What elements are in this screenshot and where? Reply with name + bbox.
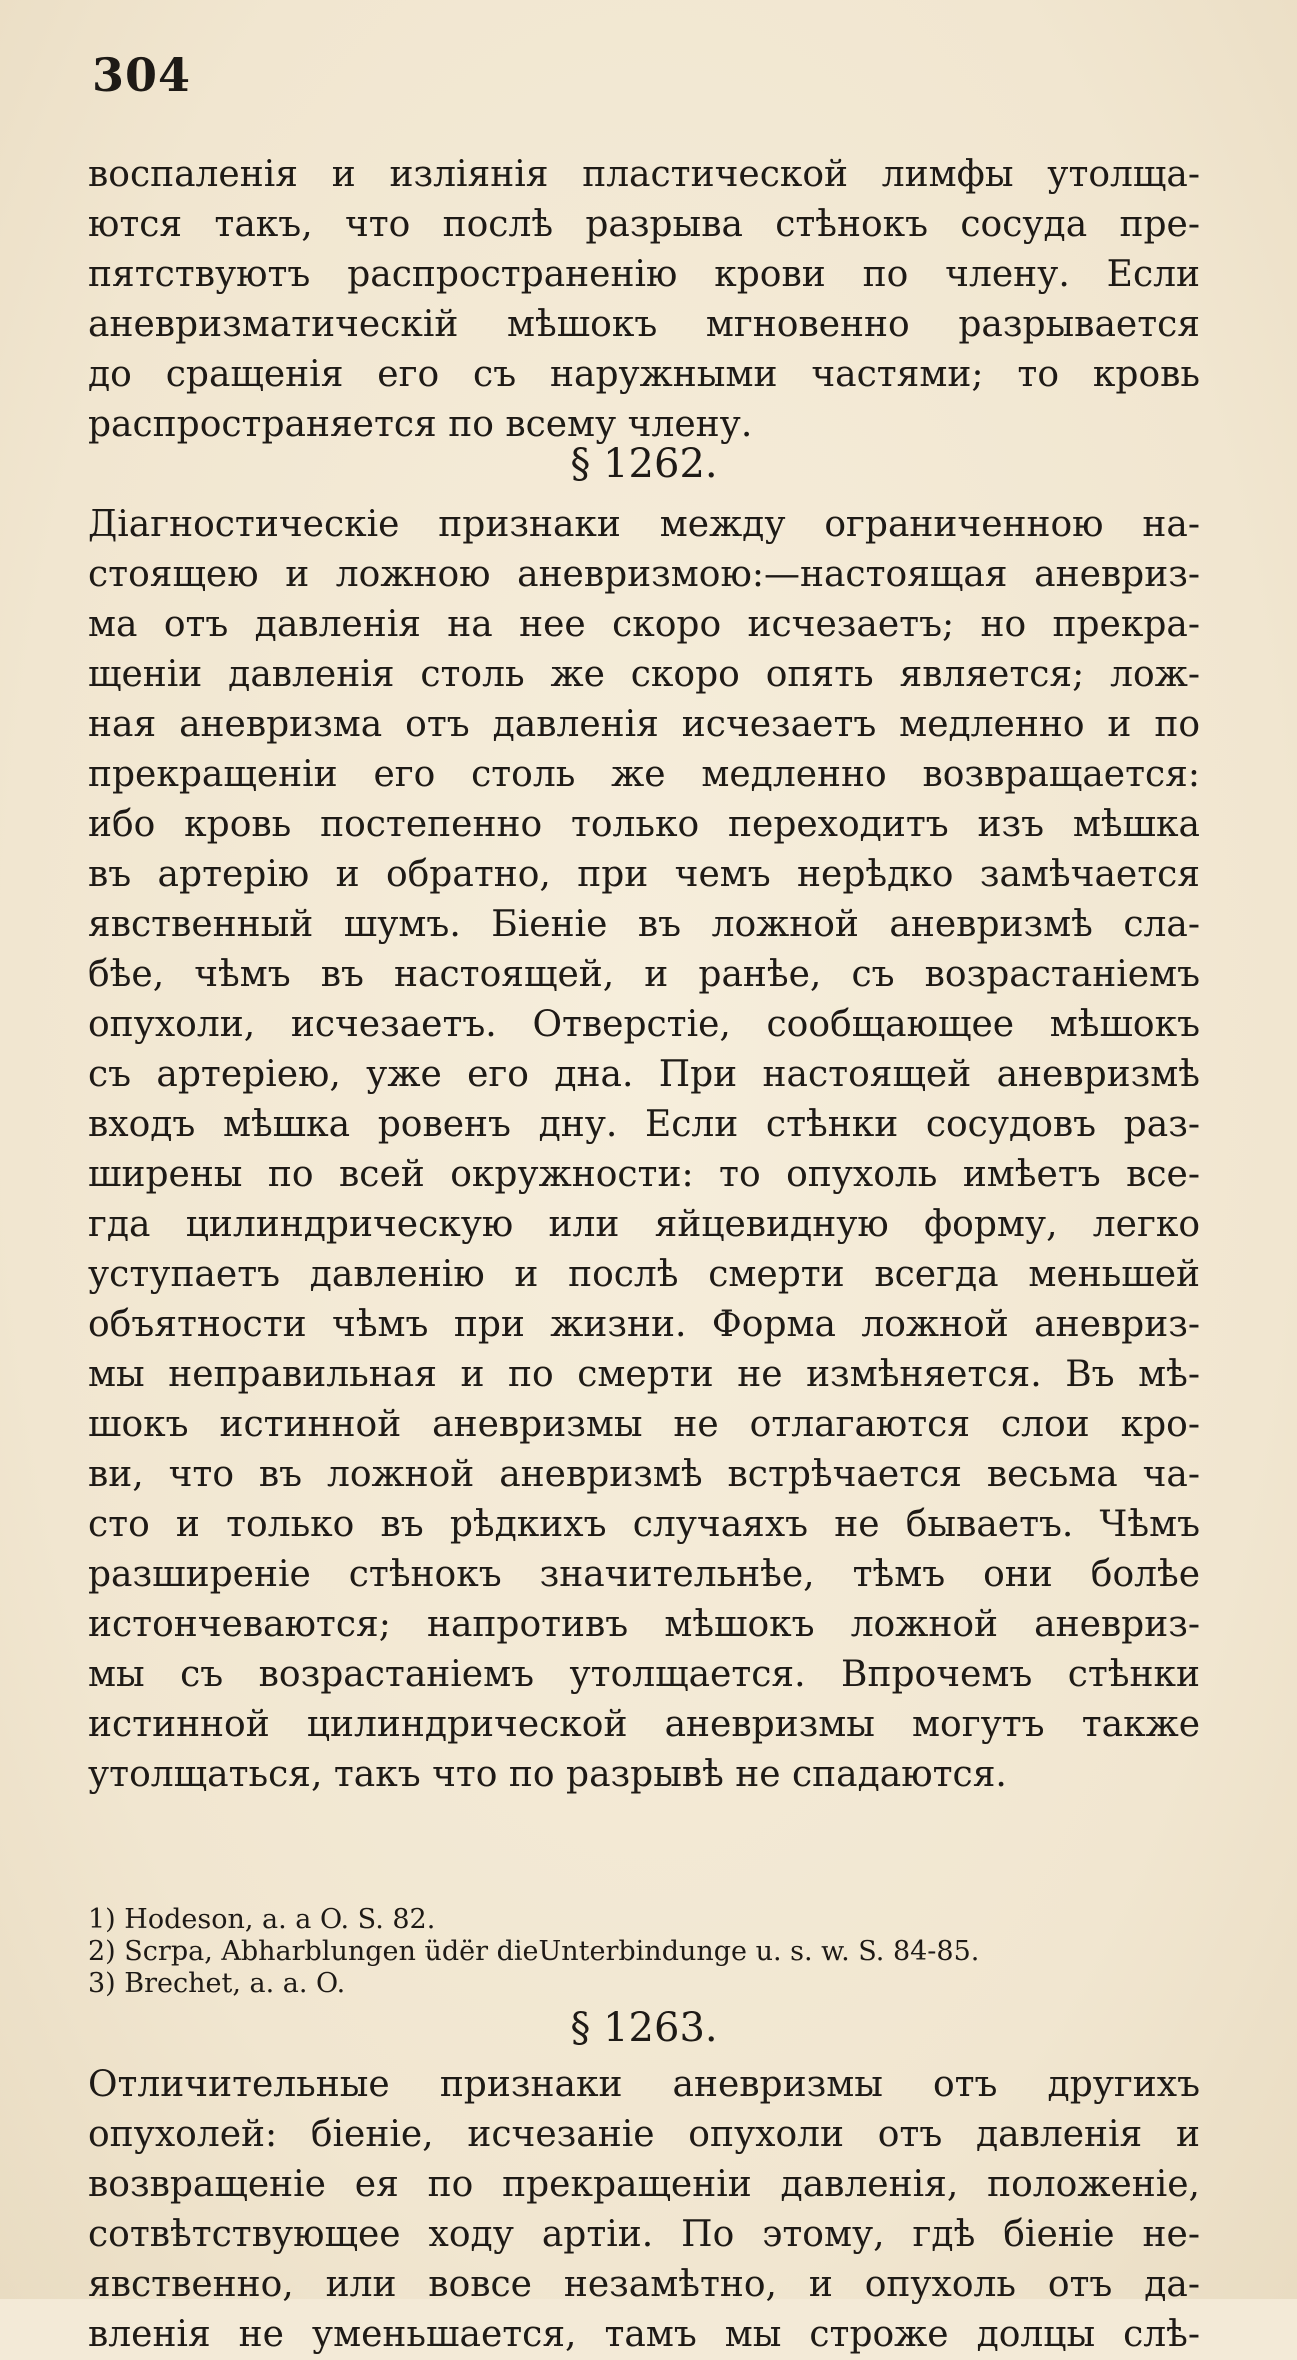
- text-line: Отличительные признаки аневризмы отъ другихъ: [88, 2064, 1200, 2105]
- footnote: 2) Scrpa, Abharblungen üdër dieUnterbindunge u. s. w. S. 84-85.: [88, 1936, 980, 1967]
- text-line: явственно, или вовсе незамѣтно, и опухоль отъ да-: [88, 2264, 1200, 2305]
- text-line: явственный шумъ. Біеніе въ ложной аневризмѣ сла-: [88, 904, 1200, 945]
- text-line: въ артерію и обратно, при чемъ нерѣдко замѣчается: [88, 854, 1200, 895]
- text-line: ма отъ давленія на нее скоро исчезаетъ; но прекра-: [88, 604, 1200, 645]
- footnotes: [88, 1904, 1200, 2000]
- text-line: аневризматическій мѣшокъ мгновенно разрывается: [88, 304, 1200, 345]
- text-line: распространяется по всему члену.: [88, 404, 753, 445]
- text-line: ви, что въ ложной аневризмѣ встрѣчается весьма ча-: [88, 1454, 1200, 1495]
- text-line: сто и только въ рѣдкихъ случаяхъ не бываетъ. Чѣмъ: [88, 1504, 1200, 1545]
- text-line: гда цилиндрическую или яйцевидную форму, легко: [88, 1204, 1200, 1245]
- text-line: съ артеріею, уже его дна. При настоящей аневризмѣ: [88, 1054, 1200, 1095]
- footnote: 3) Brechet, a. a. O.: [88, 1968, 346, 1999]
- text-line: стоящею и ложною аневризмою:—настоящая аневриз-: [88, 554, 1200, 595]
- text-line: опухолей: біеніе, исчезаніе опухоли отъ давленія и: [88, 2114, 1200, 2155]
- text-line: воспаленія и изліянія пластической лимфы утолща-: [88, 154, 1200, 195]
- text-line: истинной цилиндрической аневризмы могутъ также: [88, 1704, 1200, 1745]
- text-line: Діагностическіе признаки между ограниченною на-: [88, 504, 1200, 545]
- text-line: щеніи давленія столь же скоро опять является; лож-: [88, 654, 1200, 695]
- text-line: мы неправильная и по смерти не измѣняется. Въ мѣ-: [88, 1354, 1200, 1395]
- text-line: ширены по всей окружности: то опухоль имѣетъ все-: [88, 1154, 1200, 1195]
- footnote: 1) Hodeson, a. a O. S. 82.: [88, 1904, 436, 1935]
- text-line: возвращеніе ея по прекращеніи давленія, положеніе,: [88, 2164, 1200, 2205]
- text-line: объятности чѣмъ при жизни. Форма ложной аневриз-: [88, 1304, 1200, 1345]
- text-line: вленія не уменьшается, тамъ мы строже долцы слѣ-: [88, 2314, 1200, 2355]
- text-line: бѣе, чѣмъ въ настоящей, и ранѣе, съ возрастаніемъ: [88, 954, 1200, 995]
- text-line: ибо кровь постепенно только переходитъ изъ мѣшка: [88, 804, 1200, 845]
- text-line: мы съ возрастаніемъ утолщается. Впрочемъ стѣнки: [88, 1654, 1200, 1695]
- section-heading-1262: § 1262.: [570, 441, 718, 487]
- page-number: 304: [92, 48, 192, 102]
- text-line: ются такъ, что послѣ разрыва стѣнокъ сосуда пре-: [88, 204, 1200, 245]
- text-line: уступаетъ давленію и послѣ смерти всегда меньшей: [88, 1254, 1200, 1295]
- text-line: ная аневризма отъ давленія исчезаетъ медленно и по: [88, 704, 1200, 745]
- text-line: опухоли, исчезаетъ. Отверстіе, сообщающее мѣшокъ: [88, 1004, 1200, 1045]
- paragraph-continuation: [88, 150, 1200, 450]
- text-line: утолщаться, такъ что по разрывѣ не спадаются.: [88, 1754, 1007, 1795]
- paragraph-diagnostics: [88, 500, 1200, 1800]
- section-heading-1263: § 1263.: [570, 2005, 718, 2051]
- text-line: истончеваются; напротивъ мѣшокъ ложной аневриз-: [88, 1604, 1200, 1645]
- text-line: разширеніе стѣнокъ значительнѣе, тѣмъ они болѣе: [88, 1554, 1200, 1595]
- text-line: до сращенія его съ наружными частями; то кровь: [88, 354, 1200, 395]
- text-line: шокъ истинной аневризмы не отлагаются слои кро-: [88, 1404, 1200, 1445]
- text-line: прекращеніи его столь же медленно возвращается:: [88, 754, 1200, 795]
- text-line: входъ мѣшка ровенъ дну. Если стѣнки сосудовъ раз-: [88, 1104, 1200, 1145]
- text-line: сотвѣтствующее ходу артіи. По этому, гдѣ біеніе не-: [88, 2214, 1200, 2255]
- text-line: пятствуютъ распространенію крови по члену. Если: [88, 254, 1200, 295]
- paragraph-distinguishing-signs: [88, 2060, 1200, 2360]
